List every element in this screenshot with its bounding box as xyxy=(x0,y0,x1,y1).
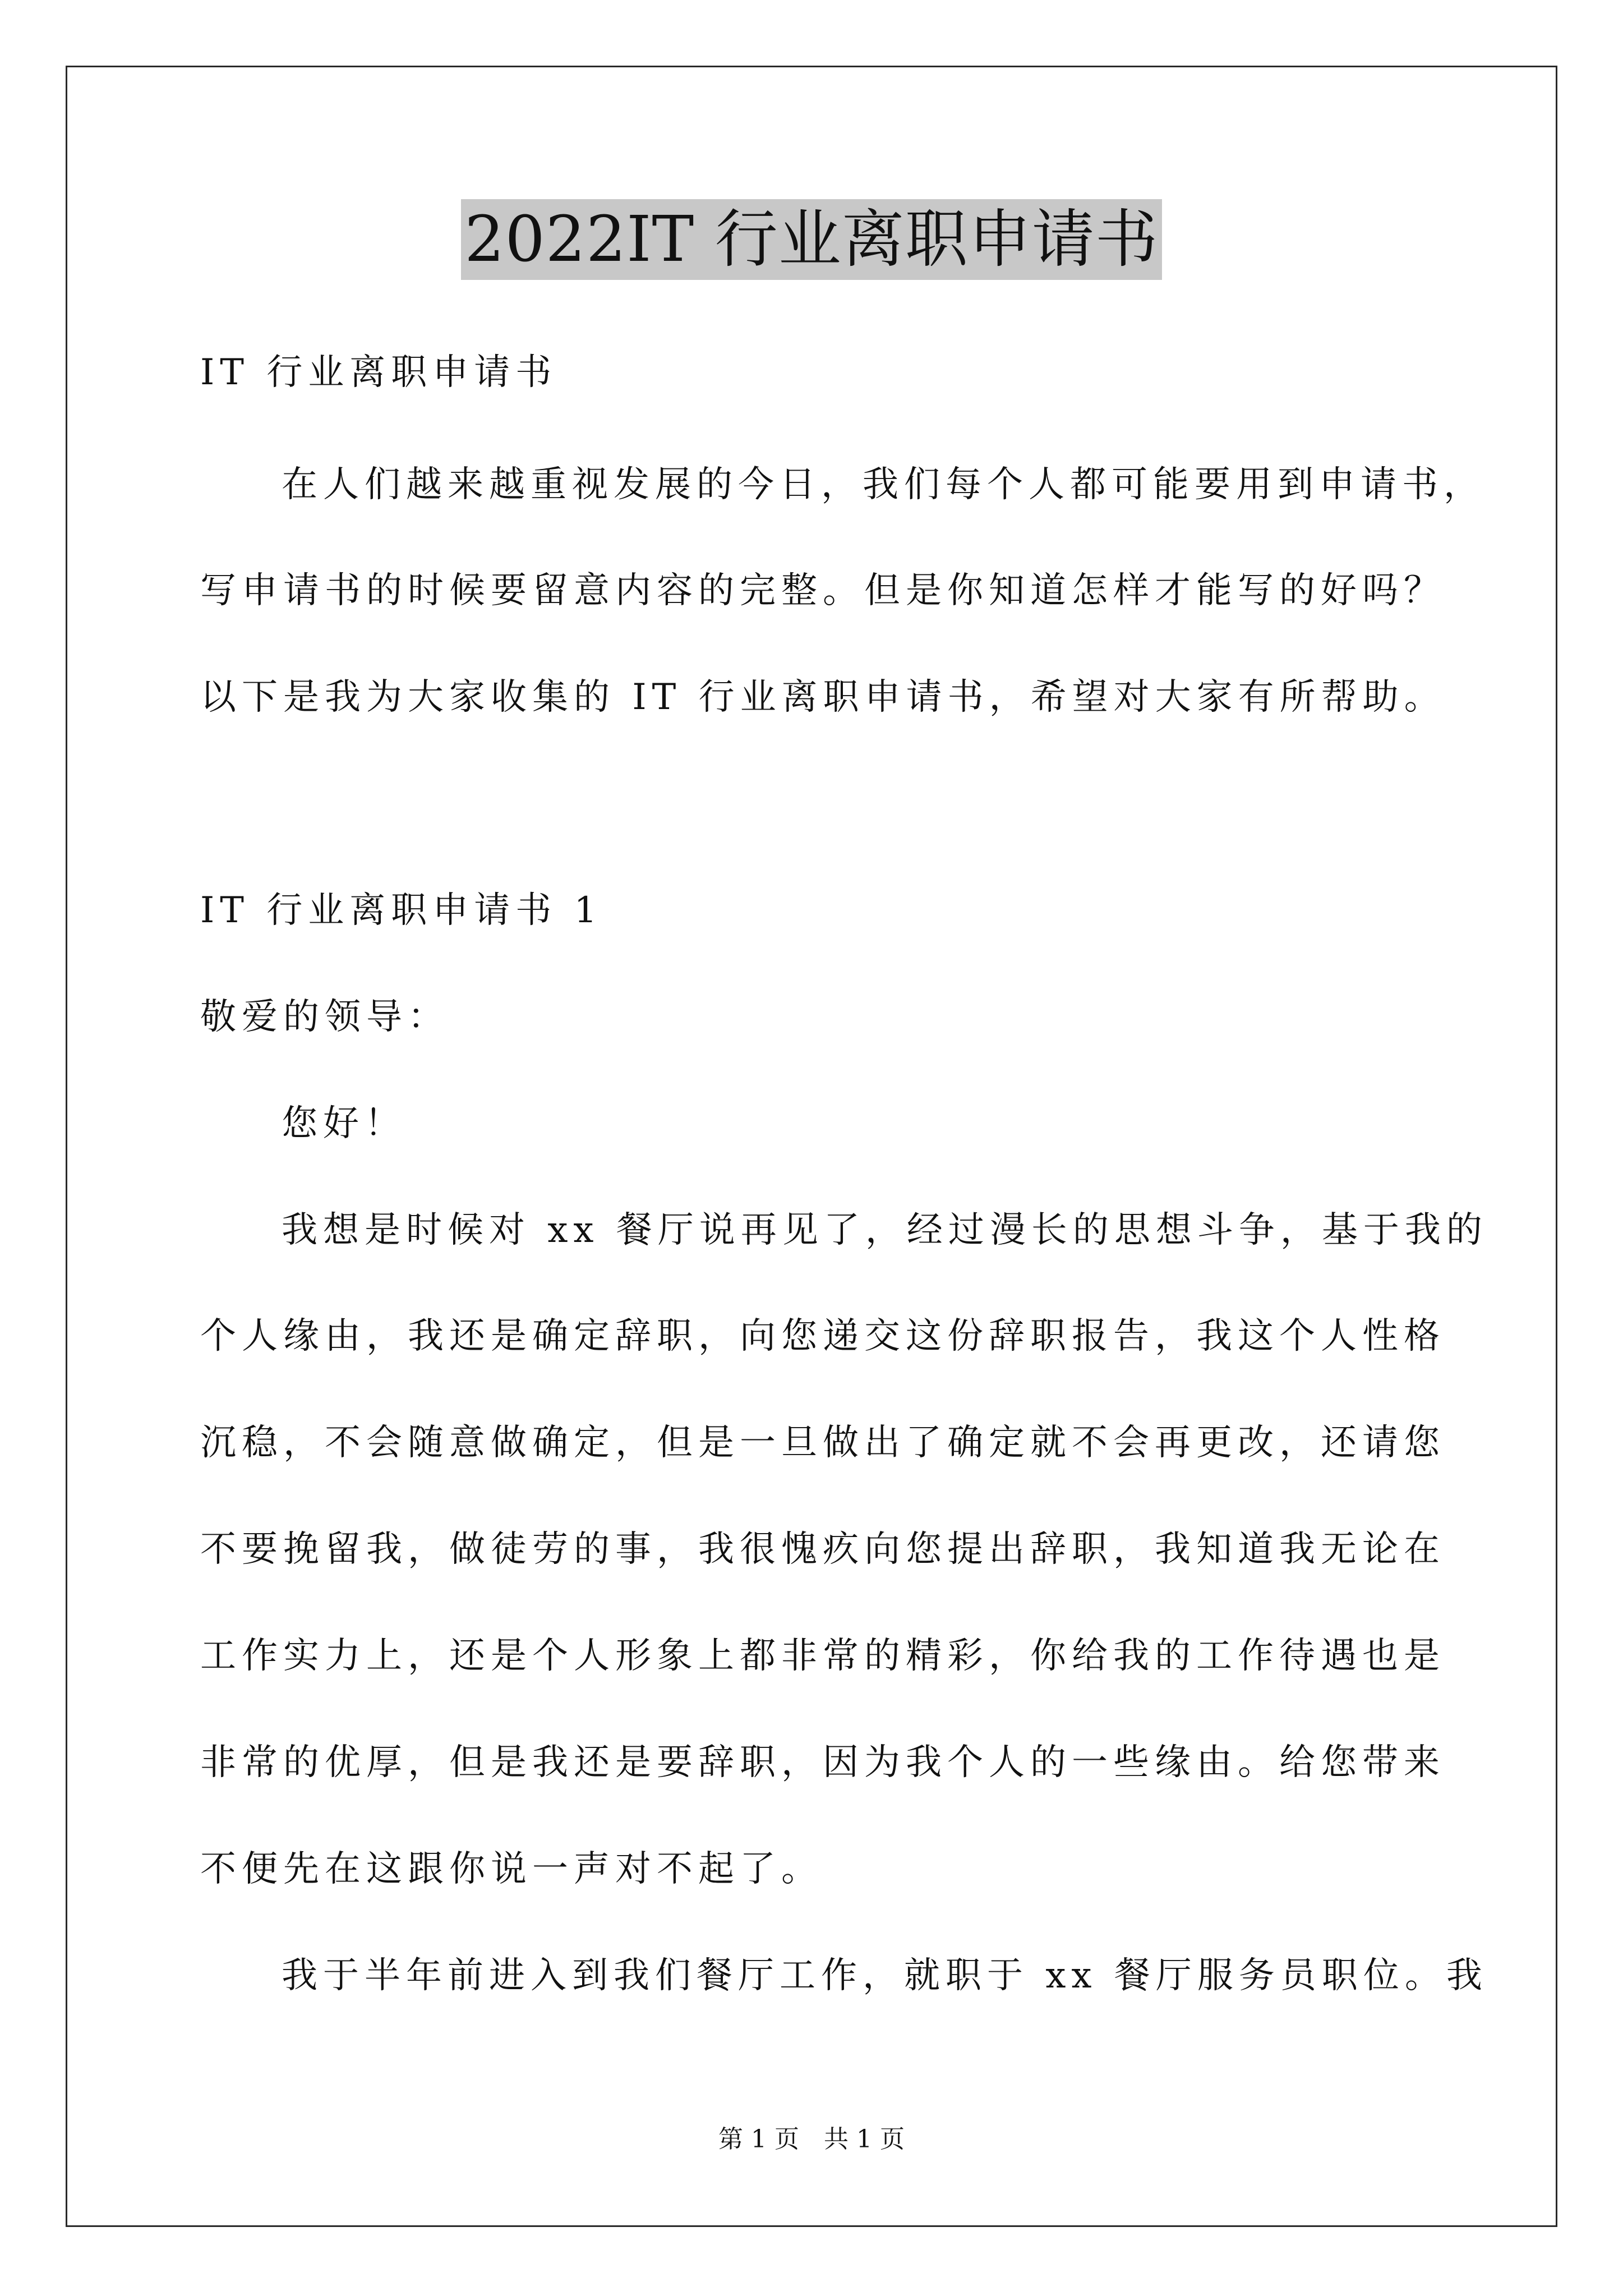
subtitle: IT 行业离职申请书 xyxy=(200,352,557,393)
section-heading: IT 行业离职申请书 1 xyxy=(200,890,603,931)
document-title: 2022IT 行业离职申请书 xyxy=(461,199,1162,280)
paragraph-line: 我想是时候对 xx 餐厅说再见了，经过漫长的思想斗争，基于我的 xyxy=(282,1209,1488,1251)
paragraph-line: 不要挽留我，做徒劳的事，我很愧疚向您提出辞职，我知道我无论在 xyxy=(200,1529,1445,1570)
paragraph-line: 写申请书的时候要留意内容的完整。但是你知道怎样才能写的好吗？ xyxy=(200,570,1445,611)
salutation: 敬爱的领导： xyxy=(200,996,449,1038)
page-footer: 第 1 页 共 1 页 xyxy=(718,2125,905,2154)
paragraph-line: 非常的优厚，但是我还是要辞职，因为我个人的一些缘由。给您带来 xyxy=(200,1742,1445,1783)
paragraph-line: 个人缘由，我还是确定辞职，向您递交这份辞职报告，我这个人性格 xyxy=(200,1315,1445,1357)
title-container xyxy=(0,199,1623,280)
paragraph-line: 沉稳，不会随意做确定，但是一旦做出了确定就不会再更改，还请您 xyxy=(200,1422,1445,1464)
paragraph-line: 不便先在这跟你说一声对不起了。 xyxy=(200,1848,823,1890)
paragraph-line: 在人们越来越重视发展的今日，我们每个人都可能要用到申请书， xyxy=(282,464,1485,505)
paragraph-line: 我于半年前进入到我们餐厅工作，就职于 xx 餐厅服务员职位。我 xyxy=(282,1955,1488,1996)
greeting: 您好！ xyxy=(282,1103,406,1144)
paragraph-line: 工作实力上，还是个人形象上都非常的精彩，你给我的工作待遇也是 xyxy=(200,1635,1445,1677)
paragraph-line: 以下是我为大家收集的 IT 行业离职申请书，希望对大家有所帮助。 xyxy=(200,677,1446,718)
